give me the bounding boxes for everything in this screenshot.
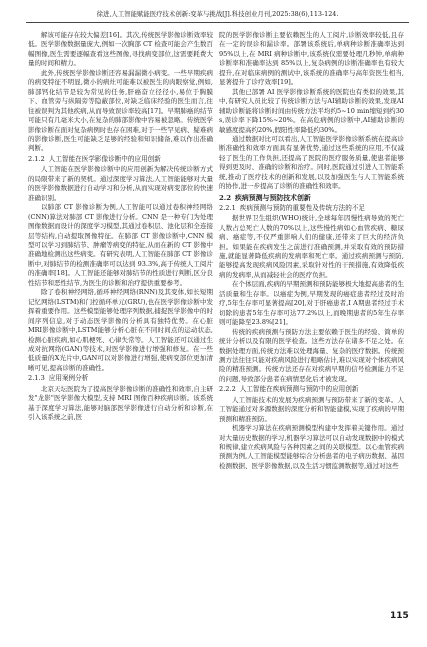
section-number: 2.1.3	[28, 374, 45, 383]
left-column	[28, 31, 213, 423]
section-title: 应用案例分析	[48, 374, 89, 383]
section-title: 疾病预测与预防的重要性及传统方法的不足	[239, 203, 366, 212]
section-number: 2.1.2	[28, 154, 45, 163]
section-heading-2-1-3	[28, 374, 213, 383]
paragraph: 以肺部 CT 影像诊断为例,人工智能可以通过卷积神经网络(CNN)算法对肺部 CT 影像进行分析。CNN 是一种专门为处理图像数据而设计的深度学习模型,其通过卷积层、池化层和全连接层等结构,自动提取图像特征。在肺部 CT 影像诊断中,CNN 模型可以学习到肺结节、肿瘤等病变的特征,从而在新的 CT 影像中准确地检测出这些病变。有研究表明,人工智能在肺部 CT 影像诊断中,对肺结节的检测准确率可以达到 93.3%,高于传统人工阅片的准确率[18]。人工智能还能够对肺结节的性质进行判断,区分良性结节和恶性结节,为医生的诊断和治疗提供重要参考。	[28, 203, 213, 287]
paragraph: 人工智能在医学影像诊断中的应用创新为解决传统诊断方式的局限带来了新的契机。通过深度学习算法,人工智能能够对大量的医学影像数据进行自动学习和分析,从而实现对病变部位的快速准确识别。	[28, 165, 213, 202]
paragraph: 此外,传统医学影像诊断还容易漏漏微小病变。一些早期疾病的病变特征不明显,微小的病灶可能难以被医生的肉眼察觉,例如,肺部钙化结节是较为常见的任务,肝癌奋立径径小,易位于胸膜下、血管旁与纵隔旁等隐蔽部位,对缺乏临床经验的医生而言,往往被误判为其他疾病,从而导致误诊率较高[17]。早期肺癌的结节可能只有几毫米大小,在复杂的肺部影像中容易被忽略。传统医学影像诊断在面对复杂病例时也存在困难,对于一些罕见病、疑难病的影像诊断,医生可能缺乏足够的经验和知识储备,难以作出准确判断。	[28, 68, 213, 153]
paragraph: 北京天坛医院为了提高医学影像诊断的准确性和效率,自主研发"龙影"医学影像大模型,支持 MRI 图像百种疾病诊断。该系统基于深度学习算法,能够对脑部医学影像进行自动分析和诊断,在引入该系统之前,医	[28, 384, 213, 422]
section-heading-2-2-1	[219, 204, 404, 213]
section-heading-2-1-2	[28, 155, 213, 164]
running-header: 徐进,人工智能赋能医疗技术创新:变革与挑战[J].科技创业月刊,2025:38(6),113-124.	[26, 6, 409, 23]
paragraph: 院的医学影像诊断主要依赖医生的人工阅片,诊断效率较低,且存在一定的误诊和漏诊率。部署该系统后,单病种诊断准确率达到95%以上,在 MRI 病种诊断中,该系统仅需要处理几秒钟,单病种诊断率和准确率达到 85%以上,复杂病例的诊断准确率也有较大提升,在对临床病例的测试中,该系统的准确率与高年资医生相当,显著提升了诊疗效率[19]。	[219, 31, 404, 87]
section-title: 疾病预测与预防技术创新	[235, 193, 311, 202]
right-column	[219, 31, 404, 471]
section-number: 2.2.2	[219, 385, 236, 394]
paragraph: 机器学习算法在疾病预测模型构建中发挥着关键作用。通过对大量历史数据的学习,机器学习算法可以自动发现数据中的模式和规律,建立疾病风险与各种因素之间的关联模型。以心血管疾病预测为例,人工智能模型能够综合分析患者的电子病历数据、基因检测数据、医学影像数据,以及生活习惯监测数据等,通过对这些	[219, 424, 404, 470]
paragraph: 除了卷积神经网络,循环神经网络(RNN)及其变体,如长短期记忆网络(LSTM)和门控循环单元(GRU),也在医学影像诊断中发挥着重要作用。这些模型能够处理序列数据,捕捉医学影像中的时间序列信息,对于动态医学影像的分析具有独特优势。在心脏MRI影像诊断中,LSTM能够分析心脏在不同时间点的运动状态,检测心脏疾病,如心肌梗死、心律失常等。人工智能还可以通过生成对抗网络(GAN)等技术,对医学影像进行增强和修复。在一些低质量的X光片中,GAN可以对影像进行增强,使病变部位更加清晰可见,提高诊断的准确性。	[28, 288, 213, 372]
paragraph: 解该可能存在较大偏差[16]。其次,传统医学影像诊断效率较低。医学影像数据量庞大,例如一次胸部 CT 检查可能会产生数百幅图像,医生需要逐幅查看这些图像,寻找病变部位,这需要耗费大量的时间和精力。	[28, 31, 213, 68]
section-heading-2-2	[219, 193, 404, 203]
section-number: 2.2	[219, 193, 231, 202]
section-title: 人工智能在疾病预测与预防中的应用创新	[239, 385, 359, 394]
section-title: 人工智能在医学影像诊断中的应用创新	[48, 154, 161, 163]
page-number: 115	[390, 611, 409, 621]
paragraph: 人工智能技术的发展为疾病预测与预防带来了新的变革。人工智能通过对多源数据的深度分析和智能建模,实现了疾病的早期预测和精准预防。	[219, 395, 404, 423]
paragraph: 通过数据对比可以看出,人工智能医学影像诊断系统在提高诊断准确性和效率方面具有显著优势,通过这些系统的应用,不仅减轻了医生的工作负担,还提高了医院的医疗服务质量,使患者能够得到更及时、准确的诊断和治疗。同时,医院通过引进人工智能系统,推动了医疗技术的创新和发展,以及加强医生与人工智能系统的协作,进一步提高了诊断的准确性和效率。	[219, 134, 404, 191]
paragraph: 传统的疾病预测与预防方法主要依赖于医生的经验、简单的统计分析以及有限的医学检查。这些方法存在诸多不足之处。在数据处理方面,传统方法难以处理海量、复杂的医疗数据。传统预测方法往往只能对疾病风险进行粗略估计,难以实现对个体疾病风险的精准预测。传统方法还存在对疾病早期的信号检测能力不足的问题,导致部分患者在病情恶化后才被发现。	[219, 327, 404, 383]
paragraph: 其他已部署 AI 医学影像诊断系统的医院也有类似的效果,其中,有研究人员比较了传统诊断方法与AI辅助诊断的效果,发现AI辅助诊断能将诊断时间由传统方法平均约5~10 min缩短到约30 s,误诊率下降15%~20%。在高危病例的诊断中,AI辅助诊断的敏感度提高约20%,假阳性率降低约30%。	[219, 87, 404, 134]
section-heading-2-2-2	[219, 385, 404, 394]
paragraph: 在个体层面,疾病的早期预测和预防能够极大地提高患者的生活质量和生存率。以癌症为例,早期发现的癌症患者经过及时治疗,5年生存率可显著提高[20],对于肝癌患者,Ⅰ A期患者经过手术切除的患者5年生存率可达77.2%以上,而晚期患者的5年生存率则可能降至23.8%[21]。	[219, 280, 404, 327]
section-number: 2.2.1	[219, 203, 236, 212]
paragraph: 据世界卫生组织(WHO)统计,全球每年因慢性病导致的死亡人数占总死亡人数的70%以上,这些慢性病如心血管疾病、糖尿病、癌症等,不仅严重影响人们的健康,还带来了巨大的经济负担。如果能在疾病发生之前进行准确预测,并采取有效的预防措施,就能显著降低疾病的发病率和死亡率。通过疾病预测与预防,能够提高发现疾病风险因素,采取针对性的干预措施,有效降低疾病的发病率,从而减轻社会的医疗负担。	[219, 214, 404, 279]
